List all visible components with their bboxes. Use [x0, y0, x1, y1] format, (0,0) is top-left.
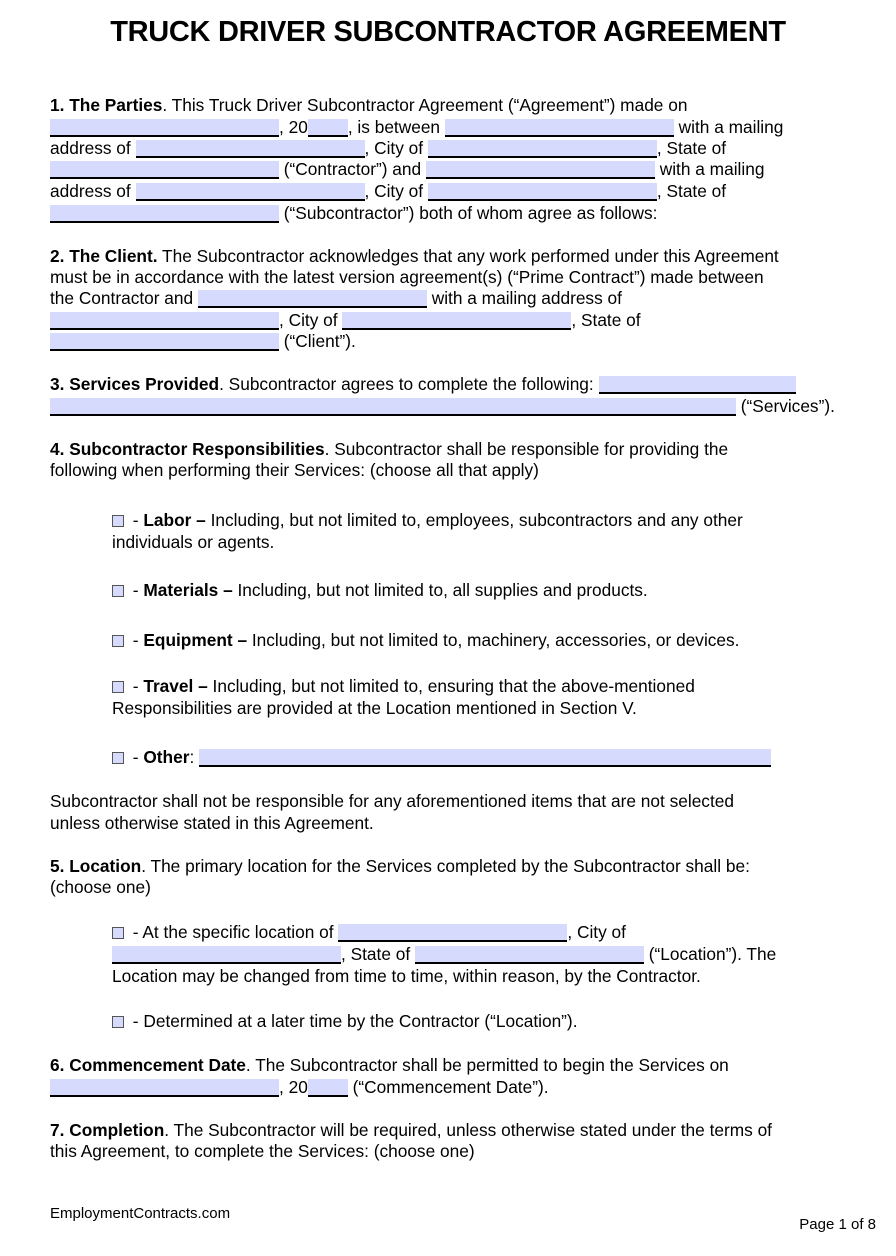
- text: with a mailing: [673, 117, 784, 137]
- s1-line-5: [50, 181, 726, 203]
- page-number: Page 1 of 8: [799, 1216, 876, 1233]
- s5-heading: 5. Location: [50, 856, 142, 876]
- s4-note-1: Subcontractor shall not be responsible for any aforementioned items that are not selected: [50, 791, 734, 811]
- commencement-date-field[interactable]: [50, 1079, 279, 1097]
- s2-line-3: [50, 288, 622, 310]
- client-city-field[interactable]: [342, 312, 571, 330]
- text: -: [128, 676, 144, 696]
- contractor-address-field[interactable]: [136, 140, 365, 158]
- location-option-later: [112, 1011, 578, 1033]
- subcontractor-city-field[interactable]: [428, 183, 657, 201]
- location-address-field[interactable]: [338, 924, 567, 942]
- text: The Subcontractor acknowledges that any work performed under this Agreement: [157, 246, 779, 266]
- option-travel-cont: Responsibilities are provided at the Location mentioned in Section V.: [112, 698, 637, 718]
- labor-checkbox[interactable]: [112, 515, 124, 527]
- text: . The Subcontractor shall be permitted to begin the Services on: [245, 1055, 729, 1075]
- text: address of: [50, 181, 136, 201]
- text: , 20: [279, 1077, 308, 1097]
- specific-location-checkbox[interactable]: [112, 927, 124, 939]
- document-title: TRUCK DRIVER SUBCONTRACTOR AGREEMENT: [110, 16, 786, 48]
- s3-heading: 3. Services Provided: [50, 374, 220, 394]
- s1-line-4: [50, 159, 764, 181]
- text: , City of: [279, 310, 343, 330]
- s2-line-5: [50, 331, 356, 353]
- location-state-field[interactable]: [415, 946, 644, 964]
- text: - Determined at a later time by the Contractor (“Location”).: [128, 1011, 578, 1031]
- text: , City of: [364, 181, 428, 201]
- agreement-date-field[interactable]: [50, 119, 279, 137]
- text: , City of: [567, 922, 626, 942]
- text: -: [128, 630, 144, 650]
- text: , State of: [341, 944, 415, 964]
- text: . Subcontractor shall be responsible for providing the: [324, 439, 729, 459]
- option-materials: [112, 580, 648, 602]
- services-field-line-1[interactable]: [599, 376, 796, 394]
- client-state-field[interactable]: [50, 333, 279, 351]
- text: address of: [50, 138, 136, 158]
- text: (“Commencement Date”).: [347, 1077, 549, 1097]
- contractor-state-field[interactable]: [50, 161, 279, 179]
- s4-line-1: [50, 439, 728, 461]
- s2-heading: 2. The Client.: [50, 246, 158, 266]
- option-label: Equipment –: [143, 630, 248, 650]
- subcontractor-address-field[interactable]: [136, 183, 365, 201]
- text: Including, but not limited to, all supplies and products.: [232, 580, 648, 600]
- text: Including, but not limited to, ensuring that the above-mentioned: [207, 676, 695, 696]
- s7-line-1: [50, 1120, 772, 1142]
- s3-line-1: [50, 374, 796, 396]
- text: (“Client”).: [279, 331, 356, 351]
- s2-line-2: must be in accordance with the latest version agreement(s) (“Prime Contract”) made between: [50, 267, 764, 287]
- text: (“Location”). The: [643, 944, 777, 964]
- s2-line-4: [50, 310, 641, 332]
- services-field-line-2[interactable]: [50, 398, 736, 416]
- commencement-year-field[interactable]: [308, 1079, 348, 1097]
- footer-site: EmploymentContracts.com: [50, 1205, 231, 1222]
- text: with a mailing address of: [426, 288, 622, 308]
- s1-line-2: [50, 117, 783, 139]
- other-field[interactable]: [199, 749, 771, 767]
- text: -: [128, 510, 144, 530]
- later-location-checkbox[interactable]: [112, 1016, 124, 1028]
- client-address-field[interactable]: [50, 312, 279, 330]
- client-name-field[interactable]: [198, 290, 427, 308]
- text: Including, but not limited to, machinery, accessories, or devices.: [247, 630, 740, 650]
- text: -: [128, 580, 144, 600]
- agreement-year-field[interactable]: [308, 119, 348, 137]
- materials-checkbox[interactable]: [112, 585, 124, 597]
- option-equipment: [112, 630, 740, 652]
- option-labor-cont: individuals or agents.: [112, 532, 275, 552]
- text: , is between: [347, 117, 445, 137]
- s7-heading: 7. Completion: [50, 1120, 165, 1140]
- text: (“Contractor”) and: [279, 159, 426, 179]
- s5-line-2: (choose one): [50, 877, 151, 897]
- option-labor: [112, 510, 743, 532]
- option-label: Materials –: [143, 580, 233, 600]
- text: the Contractor and: [50, 288, 198, 308]
- option-other: [112, 747, 771, 769]
- text: . The primary location for the Services completed by the Subcontractor shall be:: [141, 856, 750, 876]
- s7-line-2: this Agreement, to complete the Services: (choose one): [50, 1141, 475, 1161]
- location-option-specific-cont: [112, 944, 776, 966]
- contractor-name-field[interactable]: [445, 119, 674, 137]
- other-checkbox[interactable]: [112, 752, 124, 764]
- s2-line-1: [50, 246, 779, 268]
- text: -: [128, 747, 144, 767]
- text: . Subcontractor agrees to complete the following:: [219, 374, 599, 394]
- text: , State of: [656, 138, 727, 158]
- s5-line-1: [50, 856, 750, 878]
- subcontractor-state-field[interactable]: [50, 205, 279, 223]
- text: - At the specific location of: [128, 922, 339, 942]
- location-option-specific: [112, 922, 626, 944]
- text: , City of: [364, 138, 428, 158]
- s1-heading: 1. The Parties: [50, 95, 163, 115]
- text: (“Services”).: [736, 396, 835, 416]
- text: Including, but not limited to, employees, subcontractors and any other: [205, 510, 743, 530]
- contractor-city-field[interactable]: [428, 140, 657, 158]
- option-travel: [112, 676, 695, 698]
- s1-line-1: [50, 95, 687, 117]
- subcontractor-name-field[interactable]: [426, 161, 655, 179]
- location-city-field[interactable]: [112, 946, 341, 964]
- text: :: [189, 747, 200, 767]
- s6-line-1: [50, 1055, 729, 1077]
- s4-line-2: following when performing their Services: (choose all that apply): [50, 460, 539, 480]
- location-option-specific-note: Location may be changed from time to time, within reason, by the Contractor.: [112, 966, 701, 986]
- option-label: Labor –: [143, 510, 206, 530]
- s6-heading: 6. Commencement Date: [50, 1055, 246, 1075]
- equipment-checkbox[interactable]: [112, 635, 124, 647]
- text: . The Subcontractor will be required, unless otherwise stated under the terms of: [164, 1120, 772, 1140]
- travel-checkbox[interactable]: [112, 681, 124, 693]
- text: with a mailing: [654, 159, 765, 179]
- s1-line-3: [50, 138, 726, 160]
- option-label: Other: [143, 747, 190, 767]
- s4-note-2: unless otherwise stated in this Agreement.: [50, 813, 374, 833]
- s3-line-2: [50, 396, 835, 418]
- s4-heading: 4. Subcontractor Responsibilities: [50, 439, 325, 459]
- option-label: Travel –: [143, 676, 208, 696]
- text: , State of: [571, 310, 641, 330]
- s1-text: . This Truck Driver Subcontractor Agreement (“Agreement”) made on: [162, 95, 688, 115]
- text: (“Subcontractor”) both of whom agree as follows:: [279, 203, 658, 223]
- text: , State of: [656, 181, 727, 201]
- text: , 20: [279, 117, 308, 137]
- s6-line-2: [50, 1077, 549, 1099]
- s1-line-6: [50, 203, 657, 225]
